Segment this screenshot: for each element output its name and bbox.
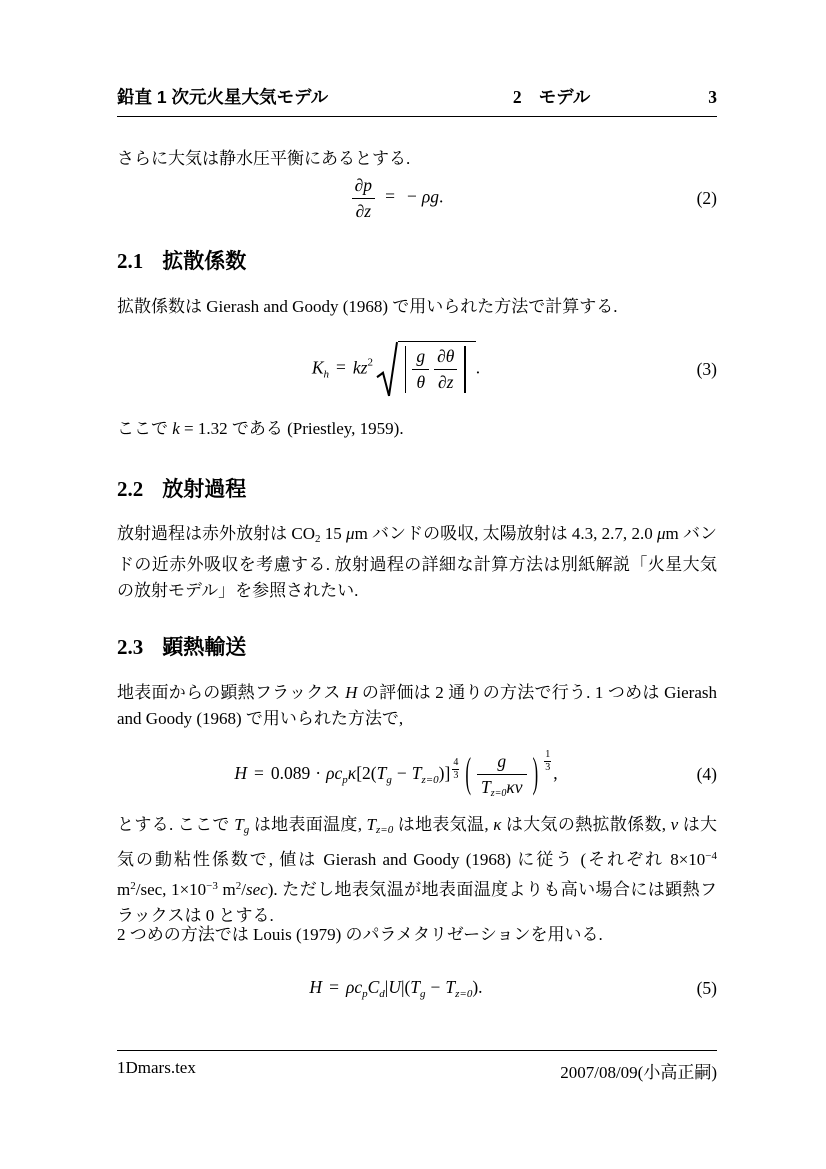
radicand (398, 341, 476, 395)
big-paren-open: ( (465, 749, 471, 797)
equation-5-math (117, 977, 675, 1000)
paragraph-text: / (241, 880, 246, 899)
math-period: . (475, 357, 481, 378)
paragraph-parameters (117, 812, 717, 929)
equals-sign: = (385, 186, 395, 207)
math-sub-g: g (420, 987, 426, 1000)
math-rho-g: ρg (421, 186, 439, 207)
math-numerator: ∂θ (437, 345, 455, 366)
exponent-numerator: 1 (545, 749, 551, 760)
math-mu-inline: μ (346, 524, 355, 543)
math-H-inline: H (345, 683, 358, 702)
math-T-inline: T (234, 815, 244, 834)
math-T: T (445, 976, 456, 997)
paragraph-k-value (117, 416, 717, 442)
bracket-close: )] (438, 763, 451, 783)
math-sub-z0: z=0 (376, 824, 394, 836)
equation-5 (117, 966, 717, 1010)
exponent-denominator: 3 (453, 769, 459, 781)
equals-sign: = (336, 357, 346, 378)
radical-sign-icon (376, 341, 398, 398)
footer-filename: 1Dmars.tex (117, 1058, 196, 1077)
equation-3-label: (3) (696, 358, 717, 379)
paren-open: ( (404, 976, 411, 997)
fraction-g-theta (412, 346, 429, 393)
paragraph-text: 15 (320, 524, 347, 543)
multiplication-dot: · (315, 763, 322, 783)
math-denominator: θ (412, 369, 429, 393)
math-kappa-inline: κ (493, 815, 502, 834)
paragraph-text: 2 つめの方法では Louis (1979) のパラメタリゼーションを用いる. (117, 925, 603, 944)
abs-bar: | (400, 976, 405, 997)
exponent-numerator: 4 (453, 757, 459, 768)
paragraph-text: m バンドの吸収, 太陽放射は 4.3, 2.7, 2.0 (354, 524, 657, 543)
paragraph-text: の評価は 2 通りの方法で行う. 1 つめは Gierash and Goody (1968) で用いられた方法で, (117, 683, 717, 728)
paragraph-text: は大気の熱拡散係数, (501, 815, 671, 834)
paragraph-text: は地表面温度, (249, 815, 367, 834)
math-kz: kz (352, 357, 368, 378)
equation-4-label: (4) (696, 763, 717, 784)
bracket-open: [2( (356, 763, 377, 783)
math-U: U (388, 976, 401, 997)
math-sub-d: d (379, 987, 385, 1000)
equation-2 (117, 170, 717, 226)
paragraph-text: 放射過程は赤外放射は CO (117, 524, 315, 543)
math-T: T (481, 776, 491, 797)
math-T-inline: T (366, 815, 376, 834)
math-numerator: g (497, 750, 507, 771)
co2-subscript: 2 (314, 533, 321, 545)
fraction-g-Tkv (477, 751, 527, 799)
paragraph-text: m (217, 880, 236, 899)
equation-3 (117, 334, 717, 404)
section-heading-2-2 (117, 473, 717, 503)
exponent-denominator: 3 (545, 761, 551, 773)
paragraph-text: 拡散係数は Gierash and Goody (1968) で用いられた方法で計算する. (117, 297, 618, 316)
paragraph-sensible-heat (117, 680, 717, 732)
math-period: . (438, 186, 444, 207)
math-H: H (309, 976, 323, 997)
exponent-minus4: −4 (705, 850, 717, 862)
fraction-dtheta-dz (433, 346, 458, 393)
paragraph-text: とする. ここで (117, 815, 235, 834)
exponent-four-thirds (452, 757, 459, 781)
unit-sec-italic: sec (246, 880, 268, 899)
abs-bar: | (384, 976, 389, 997)
math-denominator: ∂z (434, 369, 457, 393)
math-rho-cp: ρc (326, 763, 343, 783)
math-C: C (367, 976, 380, 997)
math-nu-inline: ν (670, 815, 679, 834)
exponent-2: 2 (235, 880, 242, 892)
math-rho-cp: ρc (345, 976, 363, 997)
math-period: ). (472, 976, 483, 997)
math-sub-p: p (342, 774, 348, 786)
section-number: 2.3 (117, 635, 144, 659)
square-root (376, 341, 476, 398)
paragraph-text: は大気の動粘性係数で, 値は Gierash and Goody (1968) に従う (それぞれ 8×10 (117, 815, 718, 869)
math-kappa: κ (347, 763, 357, 783)
header-section-number: 2 (512, 87, 522, 107)
paragraph-text: /sec, 1×10 (135, 880, 207, 899)
math-sub-p: p (362, 987, 368, 1000)
minus-sign: − (396, 763, 407, 783)
paragraph-text: ). ただし地表気温が地表面温度よりも高い場合には顕熱フラックスは 0 とする. (117, 880, 717, 925)
header-section-name: モデル (538, 87, 591, 107)
big-paren-close: ) (532, 749, 539, 797)
paragraph-text: = 1.32 である (Priestley, 1959). (179, 419, 404, 438)
page-header (117, 84, 717, 117)
equation-4-math (117, 749, 675, 799)
equation-4 (117, 742, 717, 806)
math-numerator: g (416, 345, 426, 366)
math-T: T (411, 763, 422, 783)
math-mu-inline: μ (656, 524, 666, 543)
fraction-dp-dz (351, 175, 376, 222)
paragraph-louis (117, 922, 717, 948)
math-numerator: ∂p (354, 174, 373, 195)
math-sub-z0: z=0 (455, 987, 473, 1000)
math-sub-g: g (243, 824, 250, 836)
math-H: H (234, 763, 248, 783)
equation-2-label: (2) (696, 187, 717, 208)
section-number: 2.1 (117, 249, 144, 273)
exponent-2: 2 (130, 880, 136, 892)
math-T: T (376, 763, 387, 783)
math-K: K (311, 357, 324, 378)
math-sub-g: g (386, 774, 392, 786)
minus-sign: − (430, 976, 441, 997)
section-title: 拡散係数 (162, 250, 247, 273)
math-sub-z0: z=0 (490, 787, 507, 799)
paragraph-radiation (117, 521, 717, 604)
math-comma: , (553, 763, 558, 783)
paragraph-text: m バンドの近赤外吸収を考慮する. 放射過程の詳細な計算方法は別紙解説「火星大気の放射モデル」を参照されたい. (117, 524, 717, 600)
math-kappa-nu: κν (506, 776, 523, 797)
paragraph-text: は地表気温, (393, 815, 494, 834)
paragraph-diffusion (117, 294, 717, 320)
abs-bar-icon (405, 346, 406, 393)
math-squared: 2 (367, 356, 373, 369)
equation-3-math (117, 341, 675, 398)
paragraph-text: 地表面からの顕熱フラックス (117, 683, 346, 702)
math-denominator: ∂z (352, 198, 375, 222)
equation-5-label: (5) (696, 977, 717, 998)
page-footer (117, 1050, 717, 1083)
math-coefficient: 0.089 (270, 763, 311, 783)
document-title: 鉛直 1 次元火星大気モデル (117, 87, 329, 107)
page-number: 3 (708, 87, 717, 107)
section-number: 2.2 (117, 477, 144, 501)
minus-sign: − (406, 186, 417, 207)
math-sub-h: h (323, 368, 330, 381)
exponent-one-third (544, 749, 551, 773)
paragraph-text: さらに大気は静水圧平衡にあるとする. (117, 149, 411, 168)
section-title: 放射過程 (162, 478, 247, 501)
footer-date-author: 2007/08/09(小高正嗣) (560, 1063, 717, 1082)
math-k-inline: k (172, 419, 180, 438)
section-title: 顕熱輸送 (162, 636, 247, 659)
math-sub-z0: z=0 (421, 774, 439, 786)
exponent-minus3: −3 (206, 880, 218, 892)
equals-sign: = (254, 763, 264, 783)
equation-2-math (117, 175, 675, 222)
paragraph-hydrostatic (117, 146, 717, 172)
equals-sign: = (329, 976, 339, 997)
math-T: T (410, 976, 421, 997)
paragraph-text: m (117, 880, 131, 899)
paragraph-text: ここで (117, 419, 173, 438)
section-heading-2-1 (117, 245, 717, 275)
abs-bar-icon (464, 346, 465, 393)
math-denominator (477, 774, 527, 799)
section-heading-2-3 (117, 631, 717, 661)
